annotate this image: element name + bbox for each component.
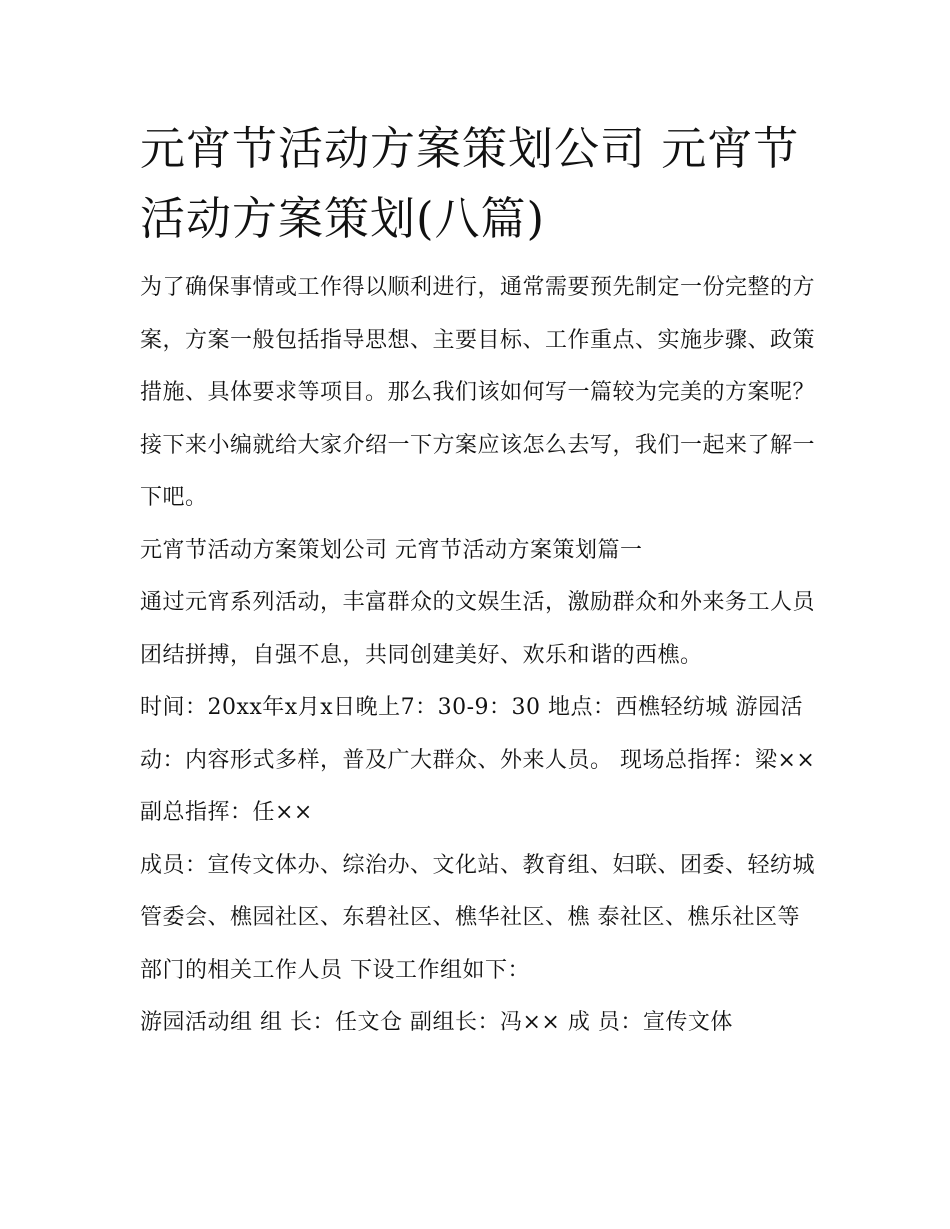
group-paragraph: 游园活动组 组 长：任文仓 副组长：冯×× 成 员：宣传文体 bbox=[140, 1010, 733, 1035]
document-page bbox=[140, 114, 820, 1050]
intro-paragraph: 为了确保事情或工作得以顺利进行，通常需要预先制定一份完整的方案，方案一般包括指导思想、主要目标、工作重点、实施步骤、政策措施、具体要求等项目。那么我们该如何写一篇较为完美的方案呢？接下来小编就给大家介绍一下方案应该怎么去写，我们一起来了解一下吧。 bbox=[140, 275, 816, 510]
schedule-paragraph: 时间：20xx年x月x日晚上7：30-9：30 地点：西樵轻纺城 游园活动：内容形式多样，普及广大群众、外来人员。 现场总指挥：梁×× 副总指挥：任×× bbox=[140, 695, 816, 825]
purpose-paragraph: 通过元宵系列活动，丰富群众的文娱生活，激励群众和外来务工人员团结拼搏，自强不息，共同创建美好、欢乐和谐的西樵。 bbox=[140, 590, 816, 668]
document-title: 元宵节活动方案策划公司 元宵节活动方案策划(八篇) bbox=[140, 122, 800, 245]
section-heading: 元宵节活动方案策划公司 元宵节活动方案策划篇一 bbox=[140, 537, 643, 563]
members-paragraph: 成员：宣传文体办、综治办、文化站、教育组、妇联、团委、轻纺城管委会、樵园社区、东碧社区、樵华社区、樵 泰社区、樵乐社区等部门的相关工作人员 下设工作组如下： bbox=[140, 852, 816, 983]
